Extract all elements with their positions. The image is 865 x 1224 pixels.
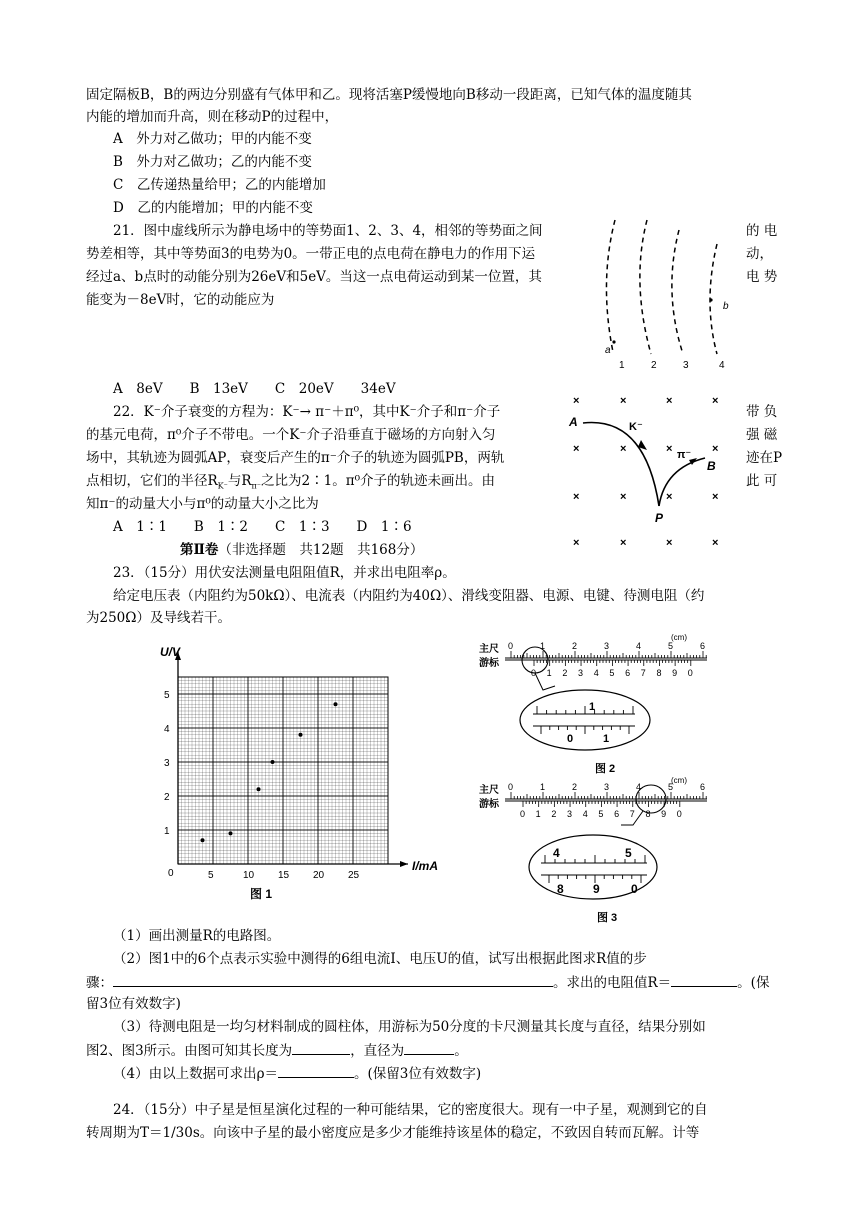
- label-a: a: [605, 345, 611, 356]
- vernier-tick-label: 0: [676, 809, 682, 819]
- axis-ticks: [164, 690, 360, 881]
- vernier-tick-label: 8: [645, 809, 651, 819]
- q22-text-line1: 22．K⁻介子衰变的方程为：K⁻→ π⁻＋π⁰，其中K⁻介子和π⁻介子: [113, 404, 501, 420]
- main-tick-label: 4: [636, 782, 642, 792]
- equipotential-line-1: [606, 220, 615, 352]
- vernier-tick-label: 6: [614, 809, 620, 819]
- data-point: [201, 838, 205, 842]
- main-tick-label: 6: [700, 641, 706, 651]
- x-tick-label: 10: [243, 870, 255, 881]
- main-tick-label: 6: [700, 782, 706, 792]
- vernier-tick-label: 3: [567, 809, 573, 819]
- q21-text-line2: 势差相等，其中等势面3的电势为0。一带正电的点电荷在静电力的作用下运: [86, 246, 536, 262]
- field-crosses: [573, 395, 718, 549]
- vernier-tick-label: 1: [546, 668, 552, 678]
- x-tick-label: 25: [348, 870, 360, 881]
- svg-text:×: ×: [620, 443, 627, 455]
- data-point: [229, 831, 233, 835]
- vernier-tick-label: 9: [661, 809, 667, 819]
- svg-text:×: ×: [712, 491, 719, 503]
- q20-choice-c: C 乙传递热量给甲；乙的内能增加: [113, 177, 326, 193]
- q23-text-line3: 为250Ω）及导线若干。: [86, 610, 231, 626]
- svg-text:×: ×: [712, 537, 719, 549]
- q22-text-line4-right: 此 可: [746, 473, 778, 489]
- data-point: [299, 733, 303, 737]
- q23-text-line2: 给定电压表（内阻约为50kΩ）、电流表（内阻约为40Ω）、滑线变阻器、电源、电键、待测电阻（约: [113, 588, 705, 604]
- vernier-tick-label: 7: [629, 809, 635, 819]
- q21-text-line4: 能变为－8eV时，它的动能应为: [86, 292, 275, 308]
- q22-text-line1-right: 带 负: [746, 404, 778, 420]
- origin-label: 0: [168, 868, 174, 879]
- svg-text:×: ×: [573, 395, 580, 407]
- vernier-tick-label: 7: [640, 668, 646, 678]
- point-a: [612, 340, 615, 343]
- svg-text:×: ×: [573, 491, 580, 503]
- zoom-vernier-8: 8: [557, 882, 564, 896]
- y-tick-label: 4: [164, 724, 170, 735]
- q22-text-line3-right: 迹在P: [746, 450, 783, 466]
- zoom-pointer: [535, 673, 555, 690]
- zoom-vernier-0: 0: [631, 882, 638, 896]
- y-tick-label: 5: [164, 690, 170, 701]
- main-tick-label: 2: [572, 782, 578, 792]
- x-axis-label: I/mA: [412, 859, 439, 873]
- q22-text-line3: 场中，其轨迹为圆弧AP，衰变后产生的π⁻介子的轨迹为圆弧PB，两轨: [86, 450, 505, 466]
- unit-label: (cm): [671, 776, 687, 785]
- x-tick-label: 20: [313, 870, 325, 881]
- y-tick-label: 3: [164, 758, 170, 769]
- q23-text-line1: 23．（15分）用伏安法测量电阻阻值R，并求出电阻率ρ。: [113, 565, 456, 581]
- vernier-tick-label: 0: [531, 668, 537, 678]
- vernier-tick-label: 4: [582, 809, 588, 819]
- data-point: [334, 702, 338, 706]
- svg-text:×: ×: [573, 443, 580, 455]
- label-K: K⁻: [629, 421, 643, 433]
- vernier-tick-label: 6: [625, 668, 631, 678]
- q21-text-line1-right: 的 电: [746, 223, 778, 239]
- main-tick-label: 4: [636, 641, 642, 651]
- zoom-vernier-9: 9: [593, 882, 600, 896]
- q23-sub3-line2: 图2、图3所示。由图可知其长度为 ，直径为 。: [86, 1039, 468, 1062]
- main-scale-label: 主尺: [479, 644, 499, 655]
- vernier-scale-label: 游标: [479, 658, 499, 669]
- label-3: 3: [683, 360, 689, 371]
- figure-1-ui-graph: [150, 640, 440, 905]
- data-point: [271, 760, 275, 764]
- vernier-tick-label: 5: [609, 668, 615, 678]
- figure-2-caption: 图 2: [595, 763, 616, 775]
- label-2: 2: [651, 360, 657, 371]
- main-tick-label: 1: [540, 641, 546, 651]
- main-tick-label: 3: [604, 782, 610, 792]
- q23-sub1: （1）画出测量R的电路图。: [113, 928, 281, 944]
- main-tick-label: 1: [540, 782, 546, 792]
- sub-pi: π⁻: [251, 481, 262, 491]
- q21-text-line1: 21．图中虚线所示为静电场中的等势面1、2、3、4，相邻的等势面之间: [113, 223, 543, 239]
- diameter-blank[interactable]: [404, 1039, 454, 1055]
- length-blank[interactable]: [292, 1039, 350, 1055]
- vernier-tick-label: 8: [656, 668, 662, 678]
- x-tick-label: 15: [278, 870, 290, 881]
- q22-choices: A 1∶1 B 1∶2 C 1∶3 D 1∶6: [113, 519, 412, 535]
- q22-text-line5: 知π⁻的动量大小与π⁰的动量大小之比为: [86, 496, 319, 512]
- q23-sub4: （4）由以上数据可求出ρ＝ 。(保留3位有效数字): [113, 1062, 481, 1085]
- q23-sub2-line2: 骤： 。求出的电阻值R＝ 。(保: [86, 971, 769, 994]
- main-scale-label: 主尺: [479, 785, 499, 796]
- figure-3-caption: 图 3: [597, 912, 618, 924]
- resistivity-blank[interactable]: [278, 1062, 354, 1078]
- q24-text-line2: 转周期为T＝1/30s。向该中子星的最小密度应是多少才能维持该星体的稳定，不致因自转而瓦解。计等: [86, 1125, 700, 1141]
- q20-choice-d: D 乙的内能增加；甲的内能不变: [113, 200, 313, 216]
- q21-text-line3: 经过a、b点时的动能分别为26eV和5eV。当这一点电荷运动到某一位置，其: [86, 269, 542, 285]
- caliper-scale: [505, 782, 707, 819]
- vernier-tick-label: 5: [598, 809, 604, 819]
- main-tick-label: 2: [572, 641, 578, 651]
- q20-choice-a: A 外力对乙做功；甲的内能不变: [113, 131, 312, 147]
- sub-k: K⁻: [217, 481, 228, 491]
- q21-text-line3-right: 电 势: [746, 269, 778, 285]
- svg-text:×: ×: [666, 443, 673, 455]
- vernier-tick-label: 2: [562, 668, 568, 678]
- label-b: b: [723, 301, 729, 312]
- main-tick-label: 0: [508, 641, 514, 651]
- vernier-tick-label: 0: [687, 668, 693, 678]
- main-tick-label: 0: [508, 782, 514, 792]
- vernier-tick-label: 2: [551, 809, 557, 819]
- q20-text-line1: 固定隔板B，B的两边分别盛有气体甲和乙。现将活塞P缓慢地向B移动一段距离，已知气体的温度随其: [86, 87, 692, 103]
- label-4: 4: [719, 360, 725, 371]
- vernier-tick-label: 9: [672, 668, 678, 678]
- vernier-tick-label: 4: [593, 668, 599, 678]
- zoom-ellipse: [520, 690, 650, 750]
- graph-grid: [178, 677, 388, 864]
- figure-1-caption: 图 1: [250, 887, 273, 901]
- figure-2-caliper-length: [475, 630, 715, 778]
- label-1: 1: [619, 360, 625, 371]
- equipotential-line-2: [640, 220, 651, 354]
- vernier-tick-label: 1: [535, 809, 541, 819]
- main-tick-label: 5: [668, 641, 674, 651]
- q22-text-line4: 点相切，它们的半径$R_{K^-}$与$R_{\pi^-}$之比为2∶1。π⁰介子的轨迹未画出。由: [86, 473, 495, 491]
- svg-text:×: ×: [712, 443, 719, 455]
- svg-text:×: ×: [620, 395, 627, 407]
- zoom-main-4: 4: [553, 846, 560, 860]
- main-tick-label: 5: [668, 782, 674, 792]
- label-pi: π⁻: [677, 449, 692, 461]
- unit-label: (cm): [671, 633, 687, 642]
- point-b: [709, 298, 712, 301]
- svg-text:×: ×: [620, 491, 627, 503]
- zoom-main-number: 1: [589, 701, 596, 713]
- q24-text-line1: 24．（15分）中子星是恒星演化过程的一种可能结果，它的密度很大。现有一中子星，观测到它的自: [113, 1102, 708, 1118]
- q20-choice-b: B 外力对乙做功；乙的内能不变: [113, 154, 312, 170]
- zoom-main-5: 5: [625, 846, 632, 860]
- svg-text:×: ×: [666, 395, 673, 407]
- q23-sub2-line3: 留3位有效数字): [86, 996, 181, 1012]
- label-A: A: [569, 415, 578, 429]
- main-tick-label: 3: [604, 641, 610, 651]
- y-axis-label: U/V: [160, 645, 181, 659]
- q23-sub2-line1: （2）图1中的6个点表示实验中测得的6组电流I、电压U的值，试写出根据此图求R值的步: [113, 951, 647, 967]
- zoom-vernier-1: 1: [603, 733, 610, 745]
- label-B: B: [707, 459, 716, 473]
- zoom-vernier-0: 0: [567, 733, 574, 745]
- part2-rest: （非选择题 共12题 共168分）: [218, 542, 424, 558]
- q20-text-line2: 内能的增加而升高，则在移动P的过程中，: [86, 109, 339, 125]
- q21-choices: A 8eV B 13eV C 20eV 34eV: [113, 381, 396, 397]
- q22-text-line2: 的基元电荷，π⁰介子不带电。一个K⁻介子沿垂直于磁场的方向射入匀: [86, 427, 496, 443]
- x-tick-label: 5: [208, 870, 214, 881]
- vernier-tick-label: 3: [578, 668, 584, 678]
- y-tick-label: 1: [164, 826, 170, 837]
- q21-text-line2-right: 动，: [746, 246, 773, 262]
- figure-3-caliper-diameter: [475, 775, 715, 927]
- q22-magnetic-field-figure: [565, 388, 740, 553]
- steps-blank[interactable]: [113, 971, 553, 987]
- q21-equipotential-figure: [595, 212, 745, 377]
- x-axis-arrow-icon: [400, 861, 408, 867]
- svg-text:×: ×: [620, 537, 627, 549]
- data-point: [257, 787, 261, 791]
- q23-sub3-line1: （3）待测电阻是一均匀材料制成的圆柱体，用游标为50分度的卡尺测量其长度与直径，结果分别如: [113, 1019, 706, 1035]
- part2-title: 第Ⅱ卷: [180, 542, 219, 558]
- y-tick-label: 2: [164, 792, 170, 803]
- label-P: P: [655, 511, 664, 525]
- svg-text:×: ×: [666, 537, 673, 549]
- equipotential-line-3: [672, 230, 683, 354]
- svg-text:×: ×: [666, 491, 673, 503]
- part2-header: [180, 539, 423, 561]
- resistance-blank[interactable]: [671, 971, 737, 987]
- q22-text-line2-right: 强 磁: [746, 427, 778, 443]
- vernier-tick-label: 0: [520, 809, 526, 819]
- svg-text:×: ×: [712, 395, 719, 407]
- vernier-scale-label: 游标: [479, 799, 499, 810]
- svg-text:×: ×: [573, 537, 580, 549]
